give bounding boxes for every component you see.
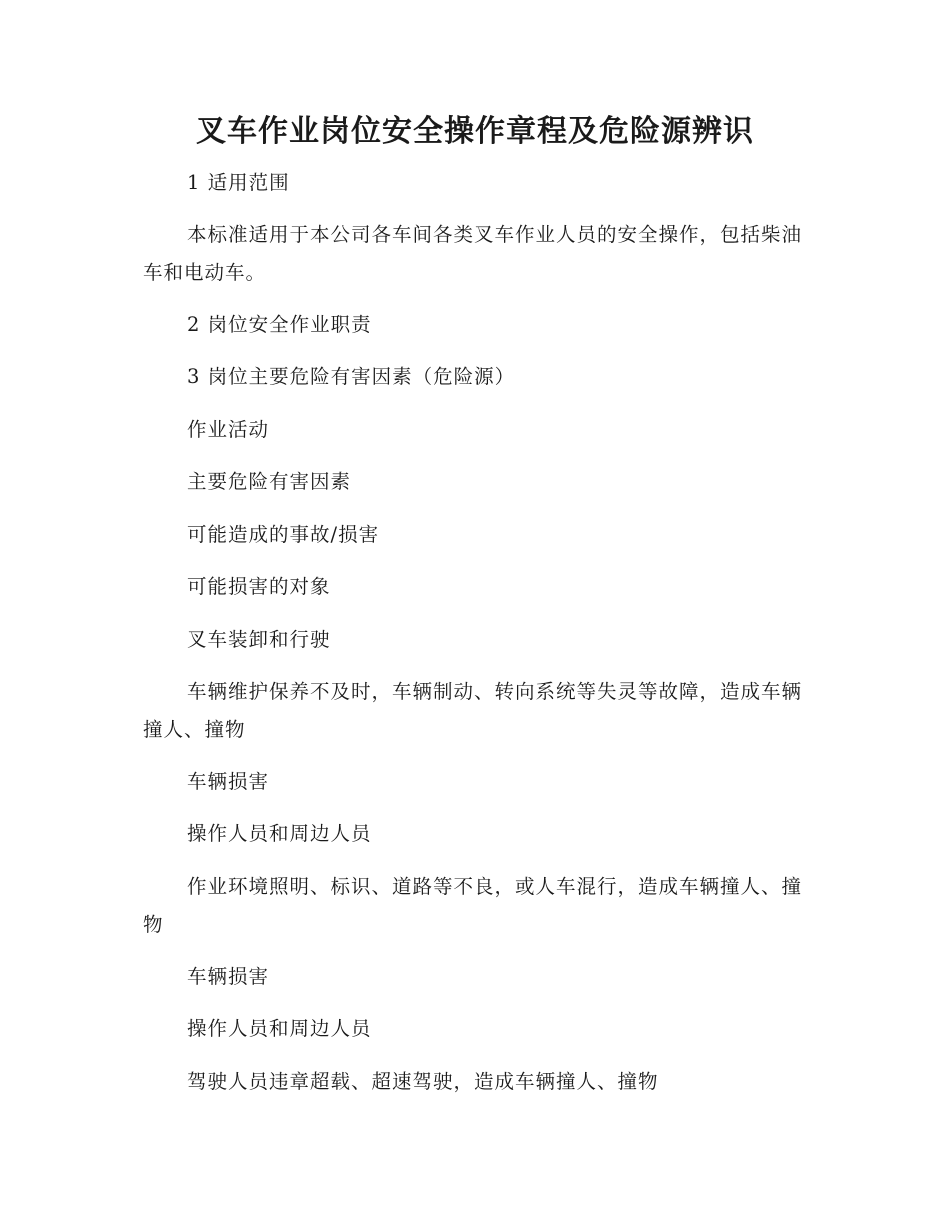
document-title: 叉车作业岗位安全操作章程及危险源辨识	[196, 114, 754, 149]
paragraph-overload-hazard: 驾驶人员违章超载、超速驾驶，造成车辆撞人、撞物	[187, 1070, 659, 1093]
paragraph-affected-targets: 可能损害的对象	[187, 575, 331, 598]
section-heading-duties: 2 岗位安全作业职责	[187, 313, 372, 336]
paragraph-maintenance-hazard: 车辆维护保养不及时，车辆制动、转向系统等失灵等故障，造成车辆撞人、撞物	[143, 680, 803, 741]
paragraph-forklift-loading: 叉车装卸和行驶	[187, 628, 331, 651]
section-heading-scope: 1 适用范围	[187, 171, 290, 194]
paragraph-activity: 作业活动	[187, 418, 270, 441]
paragraph-vehicle-damage-1: 车辆损害	[187, 770, 270, 793]
paragraph-main-hazards: 主要危险有害因素	[187, 470, 352, 493]
section-heading-hazards: 3 岗位主要危险有害因素（危险源）	[187, 365, 516, 388]
paragraph-possible-accidents: 可能造成的事故/损害	[187, 523, 380, 546]
paragraph-operators-1: 操作人员和周边人员	[187, 822, 372, 845]
paragraph-environment-hazard: 作业环境照明、标识、道路等不良，或人车混行，造成车辆撞人、撞物	[143, 875, 803, 936]
paragraph-scope-text: 本标准适用于本公司各车间各类叉车作业人员的安全操作，包括柴油车和电动车。	[143, 223, 803, 284]
paragraph-operators-2: 操作人员和周边人员	[187, 1017, 372, 1040]
paragraph-vehicle-damage-2: 车辆损害	[187, 965, 270, 988]
